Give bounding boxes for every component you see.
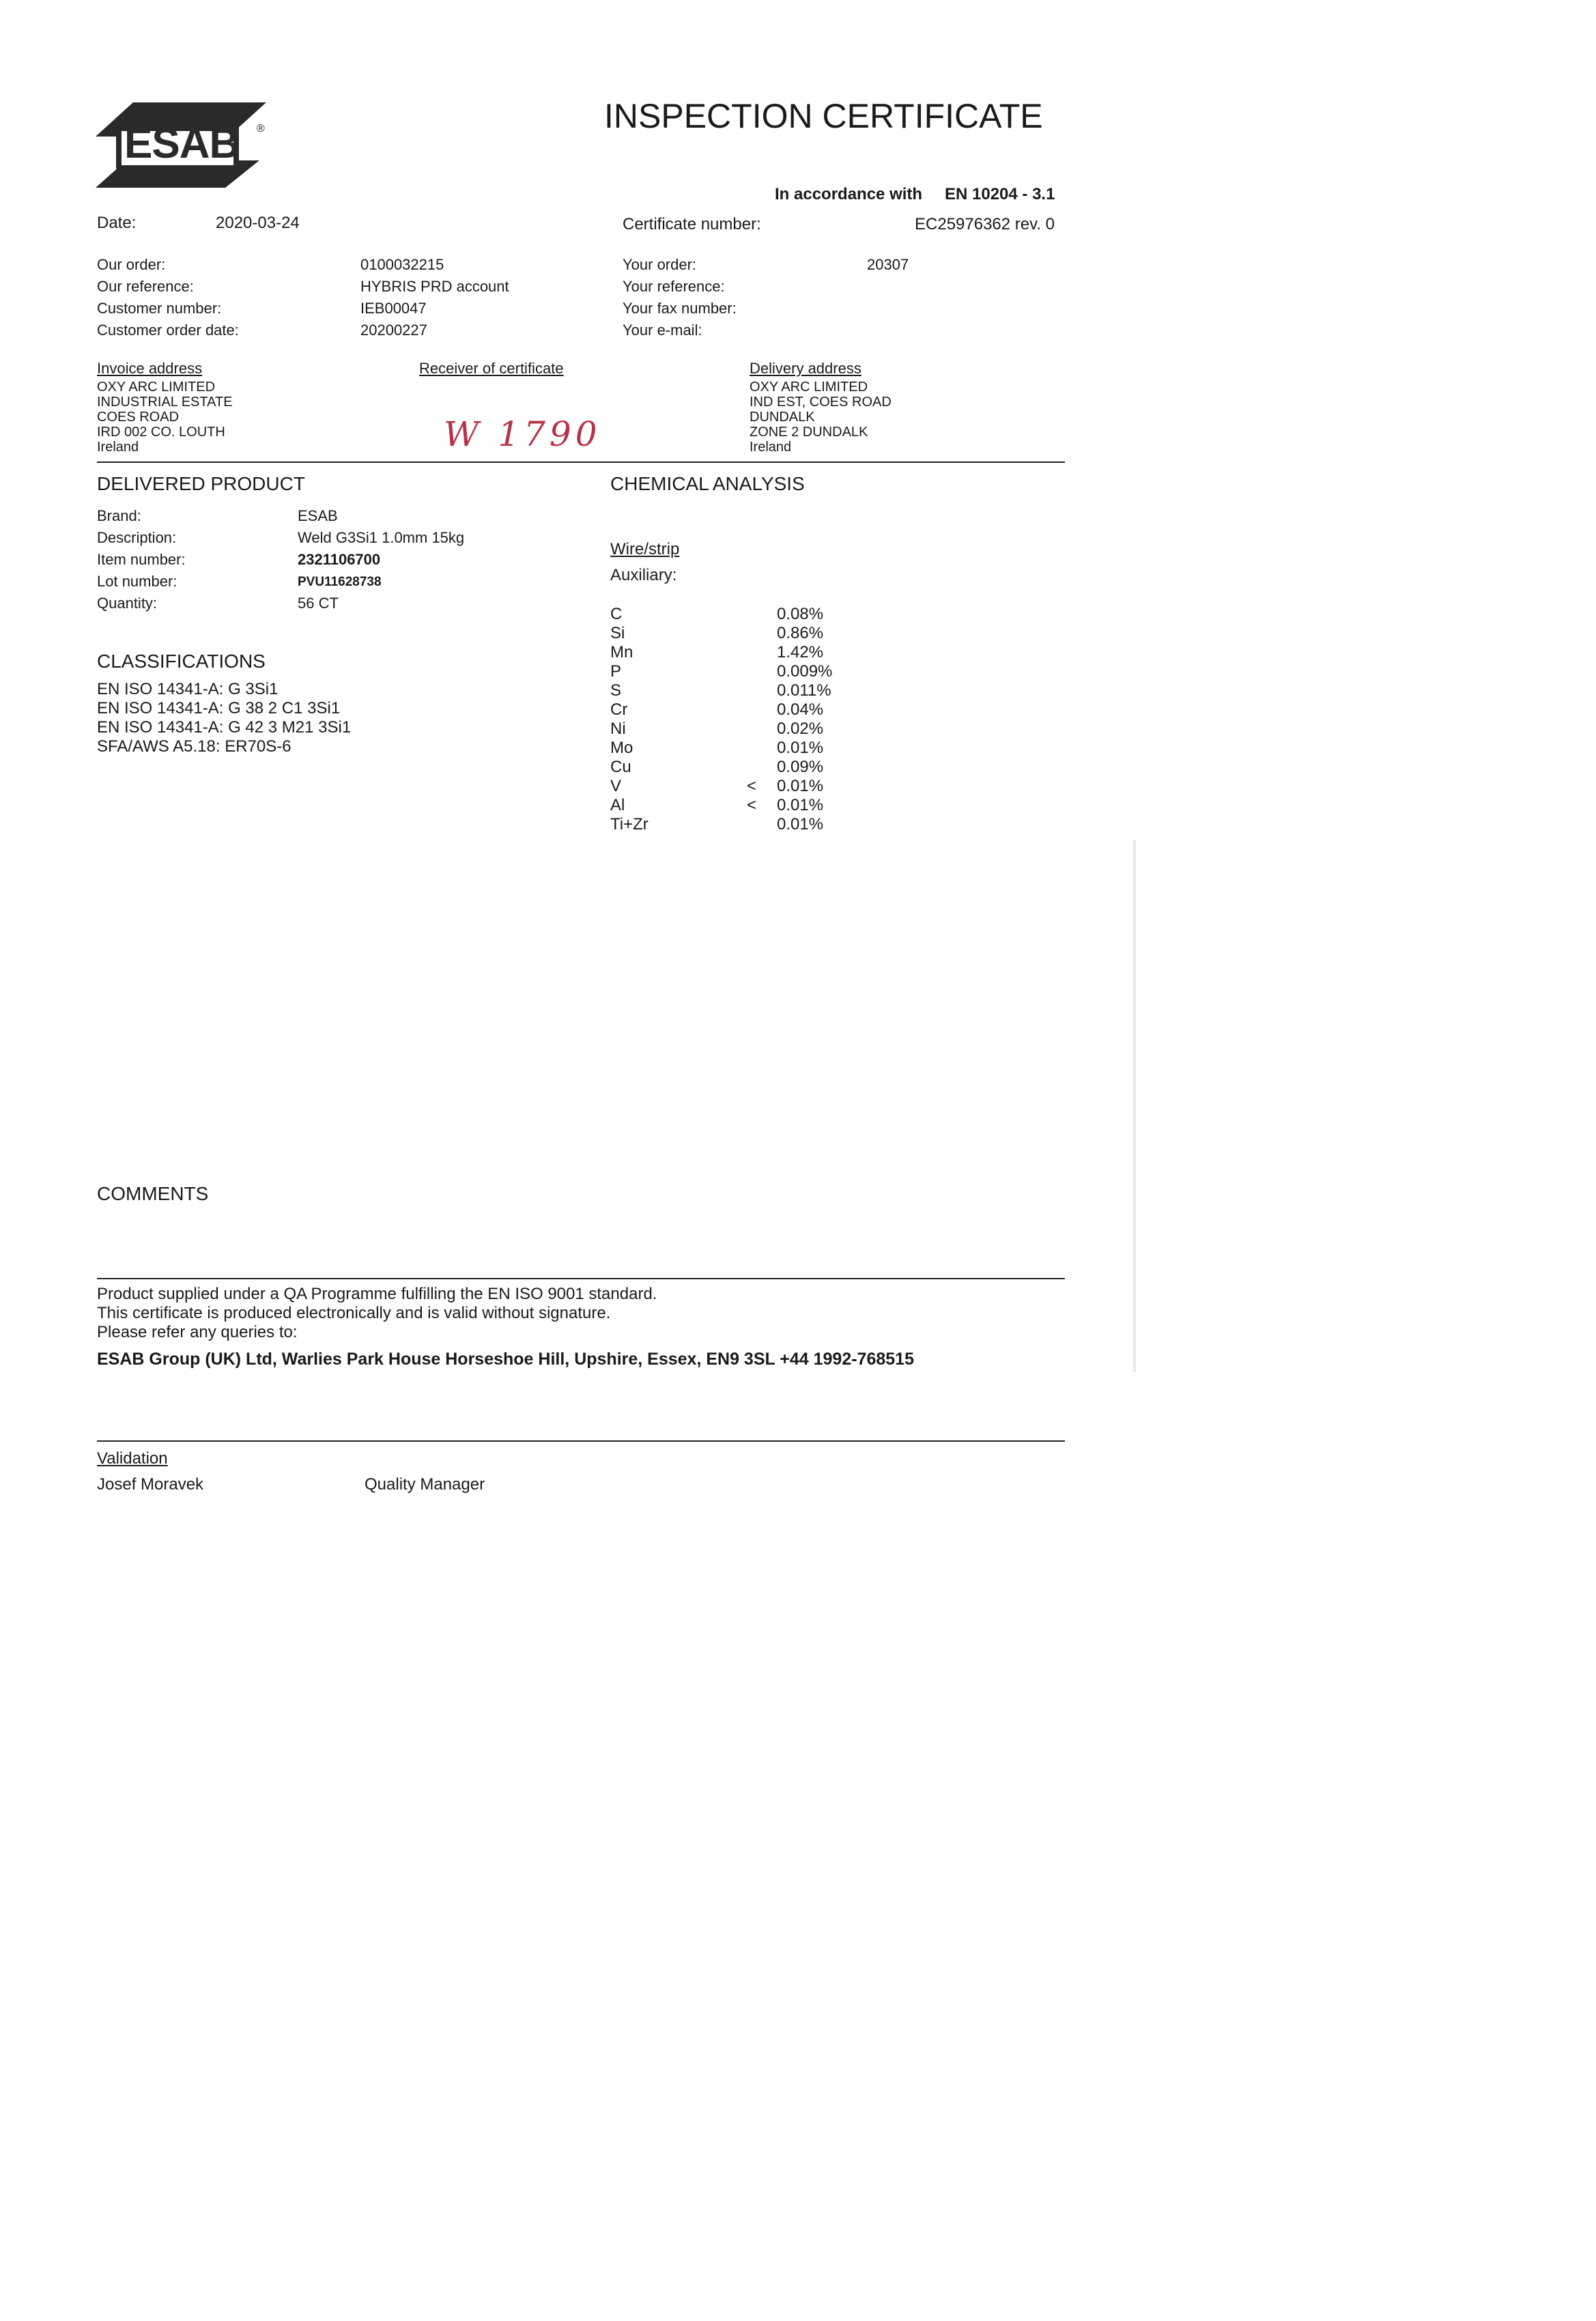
classifications-list (97, 680, 351, 756)
chem-less-than (747, 662, 777, 681)
date-value: 2020-03-24 (216, 214, 300, 232)
chem-less-than (747, 643, 777, 662)
esab-logo (96, 96, 280, 198)
your-email-label: Your e-mail: (623, 322, 702, 339)
invoice-address-line: OXY ARC LIMITED (97, 380, 216, 395)
comment-line: Product supplied under a QA Programme fulfilling the EN ISO 9001 standard. (97, 1285, 657, 1303)
invoice-address-line: IRD 002 CO. LOUTH (97, 425, 225, 440)
chem-element: Si (610, 624, 625, 642)
chem-less-than (747, 720, 777, 739)
standard-reference: EN 10204 - 3.1 (945, 185, 1055, 203)
invoice-address-line: INDUSTRIAL ESTATE (97, 395, 233, 410)
classification-item: SFA/AWS A5.18: ER70S-6 (97, 737, 291, 756)
divider-top (97, 461, 1065, 463)
chem-row-c (610, 605, 872, 624)
handwritten-note: W 1790 (444, 414, 601, 454)
chem-element: Ti+Zr (610, 815, 649, 834)
customer-order-date-value: 20200227 (360, 322, 427, 339)
customer-order-date-label: Customer order date: (97, 322, 239, 339)
your-fax-label: Your fax number: (623, 300, 737, 317)
delivery-address-line: ZONE 2 DUNDALK (750, 425, 868, 440)
chem-row-mn (610, 643, 872, 662)
your-order-label: Your order: (623, 256, 697, 273)
chem-element: S (610, 681, 622, 700)
chem-value: 0.02% (777, 720, 824, 738)
chem-row-mo (610, 739, 872, 758)
chem-row-si (610, 624, 872, 643)
quantity-value: 56 CT (298, 595, 339, 612)
chem-element: P (610, 662, 622, 681)
chem-value: 0.01% (777, 796, 824, 814)
contact-details: ESAB Group (UK) Ltd, Warlies Park House Horseshoe Hill, Upshire, Essex, EN9 3SL +44 1992-768515 (97, 1350, 914, 1369)
delivery-address-line: DUNDALK (750, 410, 815, 425)
chem-row-v (610, 777, 872, 796)
delivered-product-heading: DELIVERED PRODUCT (97, 473, 305, 494)
auxiliary-label: Auxiliary: (610, 566, 677, 584)
invoice-address-line: Ireland (97, 440, 139, 455)
chem-less-than (747, 815, 777, 834)
chem-element: Cu (610, 758, 631, 776)
chem-row-al (610, 796, 872, 815)
chem-value: 0.86% (777, 624, 824, 642)
description-label: Description: (97, 529, 177, 546)
comment-line: Please refer any queries to: (97, 1323, 298, 1341)
chem-element: Mn (610, 643, 633, 661)
validator-name: Josef Moravek (97, 1475, 204, 1494)
certificate-number-label: Certificate number: (623, 215, 761, 233)
chem-less-than (747, 681, 777, 700)
chem-row-s (610, 681, 872, 700)
chem-element: Mo (610, 739, 633, 757)
chemical-analysis-table (610, 605, 872, 834)
chem-less-than (747, 739, 777, 758)
delivery-address-line: Ireland (750, 440, 792, 455)
comments-body (97, 1285, 657, 1342)
chem-value: 0.01% (777, 739, 824, 757)
invoice-address-lines (97, 380, 233, 455)
item-number-label: Item number: (97, 551, 186, 568)
chem-less-than (747, 758, 777, 777)
chem-element: C (610, 605, 623, 623)
certificate-number-value: EC25976362 rev. 0 (915, 215, 1055, 233)
invoice-address-line: COES ROAD (97, 410, 180, 425)
chem-less-than: < (747, 796, 757, 814)
page-title: INSPECTION CERTIFICATE (604, 97, 1043, 135)
chem-value: 0.09% (777, 758, 824, 776)
chem-element: V (610, 777, 622, 795)
classification-item: EN ISO 14341-A: G 38 2 C1 3Si1 (97, 699, 341, 717)
chem-less-than: < (747, 777, 757, 795)
our-order-label: Our order: (97, 256, 166, 273)
registered-mark: ® (257, 123, 265, 134)
our-reference-value: HYBRIS PRD account (360, 278, 509, 295)
brand-label: Brand: (97, 507, 141, 524)
quantity-label: Quantity: (97, 595, 158, 612)
lot-number-label: Lot number: (97, 573, 177, 590)
classification-item: EN ISO 14341-A: G 3Si1 (97, 680, 279, 698)
delivery-address-lines (750, 380, 892, 455)
chem-element: Cr (610, 700, 628, 719)
chem-row-cu (610, 758, 872, 777)
chem-element: Ni (610, 720, 626, 738)
validation-heading: Validation (97, 1449, 168, 1468)
logo-text: ESAB (124, 120, 240, 167)
our-order-value: 0100032215 (360, 256, 444, 273)
delivery-address-heading: Delivery address (750, 360, 861, 377)
lot-number-value: PVU11628738 (298, 575, 382, 589)
chem-value: 0.04% (777, 700, 824, 719)
chem-row-ti-zr (610, 815, 872, 834)
brand-value: ESAB (298, 507, 338, 524)
validator-role: Quality Manager (365, 1475, 485, 1494)
customer-number-label: Customer number: (97, 300, 222, 317)
wire-strip-subheading: Wire/strip (610, 540, 680, 558)
our-reference-label: Our reference: (97, 278, 194, 295)
classification-item: EN ISO 14341-A: G 42 3 M21 3Si1 (97, 718, 352, 737)
chemical-analysis-heading: CHEMICAL ANALYSIS (610, 473, 805, 494)
chem-value: 1.42% (777, 643, 824, 661)
chem-value: 0.01% (777, 777, 824, 795)
divider-validation (97, 1440, 1065, 1442)
scan-edge (1133, 840, 1136, 1372)
delivery-address-line: IND EST, COES ROAD (750, 395, 892, 410)
customer-number-value: IEB00047 (360, 300, 427, 317)
item-number-value: 2321106700 (298, 551, 381, 568)
description-value: Weld G3Si1 1.0mm 15kg (298, 529, 465, 546)
chem-less-than (747, 605, 777, 624)
chem-row-ni (610, 720, 872, 739)
accordance-label: In accordance with (775, 185, 923, 203)
chem-less-than (747, 624, 777, 643)
chem-value: 0.08% (777, 605, 824, 623)
chem-row-p (610, 662, 872, 681)
classifications-heading: CLASSIFICATIONS (97, 651, 266, 672)
comment-line: This certificate is produced electronically and is valid without signature. (97, 1304, 611, 1322)
chem-value: 0.01% (777, 815, 824, 834)
chem-less-than (747, 700, 777, 720)
receiver-of-certificate-heading: Receiver of certificate (419, 360, 564, 377)
chem-element: Al (610, 796, 625, 814)
comments-heading: COMMENTS (97, 1183, 209, 1204)
chem-value: 0.011% (777, 681, 831, 700)
your-order-value: 20307 (867, 256, 909, 273)
delivery-address-line: OXY ARC LIMITED (750, 380, 868, 395)
your-reference-label: Your reference: (623, 278, 725, 295)
divider-comments (97, 1278, 1065, 1279)
invoice-address-heading: Invoice address (97, 360, 203, 377)
date-label: Date: (97, 214, 137, 232)
chem-value: 0.009% (777, 662, 833, 681)
chem-row-cr (610, 700, 872, 720)
